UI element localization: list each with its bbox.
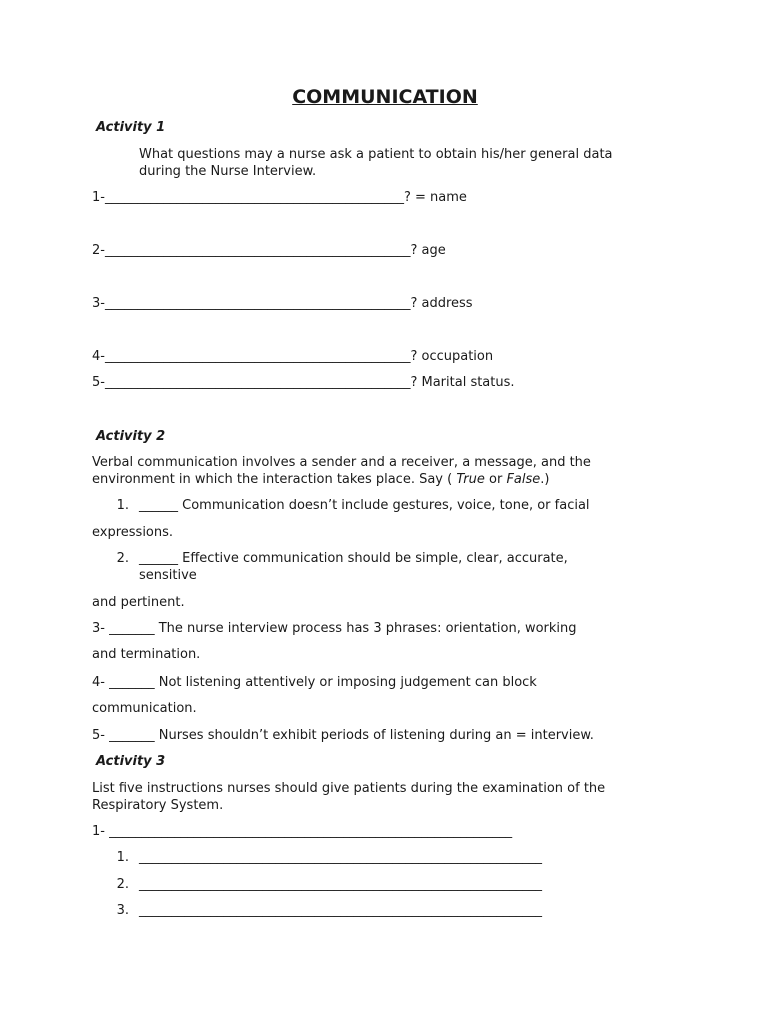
activity-2-statement-3: 3- _______ The nurse interview process has 3 phrases: orientation, working [92, 621, 577, 636]
activity-1-question-2: 2-_______________________________________________? age [92, 243, 446, 258]
activity-3-list-item [107, 849, 542, 866]
activity-1-intro-line-2: during the Nurse Interview. [139, 164, 317, 179]
answer-blank: ______________________________________________________________ [139, 877, 542, 892]
statement-text: ______ Communication doesn’t include gestures, voice, tone, or facial [139, 498, 590, 513]
list-number: 1. [116, 850, 129, 865]
activity-1-question-4: 4-_______________________________________________? occupation [92, 349, 494, 364]
activity-1-question-1: 1-______________________________________________? = name [92, 190, 467, 205]
activity-2-statement-3-cont: and termination. [92, 647, 201, 662]
activity-2-statement-2 [107, 550, 568, 567]
list-number: 2. [116, 877, 129, 892]
activity-2-statement-4: 4- _______ Not listening attentively or imposing judgement can block [92, 675, 537, 690]
activity-2-intro-text: environment in which the interaction takes place. Say ( [92, 472, 457, 487]
activity-3-heading: Activity 3 [96, 754, 166, 769]
activity-2-statement-2-cont: and pertinent. [92, 595, 185, 610]
activity-1-question-3: 3-_______________________________________________? address [92, 296, 473, 311]
activity-1-heading: Activity 1 [96, 120, 166, 135]
activity-2-statement-2-wrap: sensitive [139, 568, 197, 583]
true-word: True [456, 472, 485, 487]
activity-2-intro-line-2 [92, 471, 549, 488]
activity-3-list-item [107, 902, 542, 919]
statement-text: ______ Effective communication should be simple, clear, accurate, [139, 551, 568, 566]
activity-3-intro-line-1: List five instructions nurses should give patients during the examination of the [92, 781, 606, 796]
activity-3-intro-line-2: Respiratory System. [92, 798, 224, 813]
list-number: 3. [116, 903, 129, 918]
activity-3-answer-1: 1- ______________________________________________________________ [92, 824, 513, 839]
activity-2-statement-1 [107, 497, 590, 514]
activity-3-list-item [107, 876, 542, 893]
activity-2-statement-5: 5- _______ Nurses shouldn’t exhibit periods of listening during an = interview. [92, 728, 594, 743]
activity-2-heading: Activity 2 [96, 429, 166, 444]
answer-blank: ______________________________________________________________ [139, 850, 542, 865]
false-word: False [506, 472, 541, 487]
page-title: COMMUNICATION [292, 86, 478, 108]
or-word: or [484, 472, 507, 487]
activity-2-statement-4-cont: communication. [92, 701, 197, 716]
intro-end: .) [540, 472, 550, 487]
activity-2-statement-1-cont: expressions. [92, 525, 174, 540]
activity-1-intro-line-1: What questions may a nurse ask a patient to obtain his/her general data [139, 147, 613, 162]
activity-2-intro-line-1: Verbal communication involves a sender and a receiver, a message, and the [92, 455, 591, 470]
statement-number: 2. [116, 551, 129, 566]
statement-number: 1. [116, 498, 129, 513]
activity-1-question-5: 5-_______________________________________________? Marital status. [92, 375, 515, 390]
answer-blank: ______________________________________________________________ [139, 903, 542, 918]
